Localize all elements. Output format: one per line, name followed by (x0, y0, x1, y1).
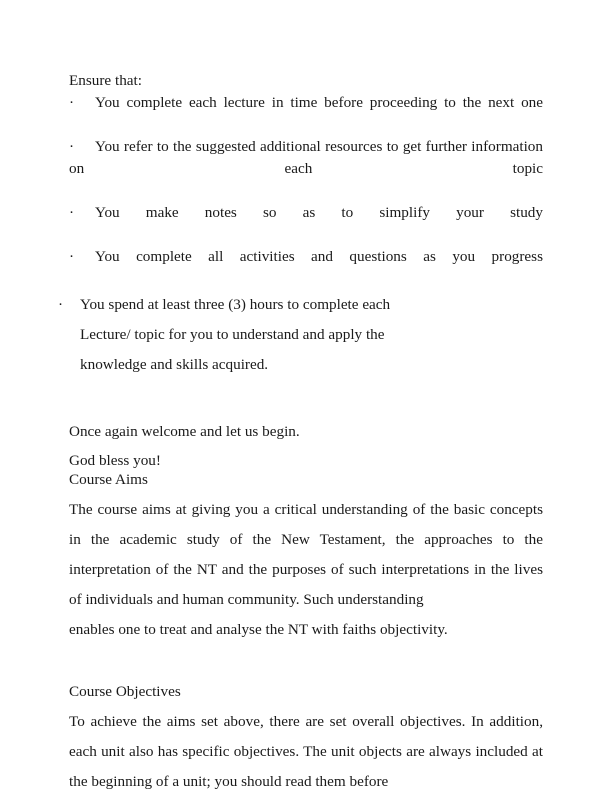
page-content (58, 70, 543, 797)
blessing-line: God bless you! (69, 452, 161, 469)
list-item (69, 202, 543, 246)
spacer (69, 443, 543, 451)
course-aims-heading: Course Aims (69, 471, 148, 488)
list-item-hours (58, 290, 460, 380)
welcome-line: Once again welcome and let us begin. (69, 423, 300, 440)
course-aims-body-lastline: enables one to treat and analyse the NT with faiths objectivity. (69, 621, 448, 638)
list-item (69, 246, 543, 290)
course-aims-body (69, 495, 543, 645)
list-item-text-line2: Lecture/ topic for you to understand and apply the (80, 326, 385, 343)
course-objectives-heading: Course Objectives (69, 683, 181, 700)
spacer (69, 410, 543, 421)
ensure-that-heading: Ensure that: (69, 72, 142, 89)
list-item (69, 92, 543, 136)
bullet-dot-icon: · (69, 204, 75, 221)
spacer (69, 645, 543, 675)
course-aims-body-text: The course aims at giving you a critical understanding of the basic concepts in the academic study of the New Testament, the approaches to the interpretation of the NT and the purposes of such interpretations in the lives of individuals and human community. Such understanding (69, 501, 543, 608)
bullet-dot-icon: · (69, 94, 75, 111)
list-item (69, 136, 543, 202)
list-item-text-line3: knowledge and skills acquired. (80, 356, 269, 373)
bullet-dot-icon: · (58, 296, 64, 313)
list-item-text: You refer to the suggested additional resources to get further information on each topic (69, 138, 543, 177)
spacer (69, 380, 543, 410)
list-item-text: You complete all activities and questions as you progress (95, 248, 543, 265)
bullet-dot-icon: · (69, 138, 75, 155)
bullet-dot-icon: · (69, 248, 75, 265)
list-item-text: You complete each lecture in time before proceeding to the next one (95, 94, 543, 111)
list-item-text-line1: You spend at least three (3) hours to complete each (80, 296, 391, 313)
course-objectives-body: To achieve the aims set above, there are set overall objectives. In addition, each unit also has specific objectives. The unit objects are always included at the beginning of a unit; you should read them before (69, 713, 543, 790)
list-item-text: You make notes so as to simplify your study (95, 204, 543, 221)
